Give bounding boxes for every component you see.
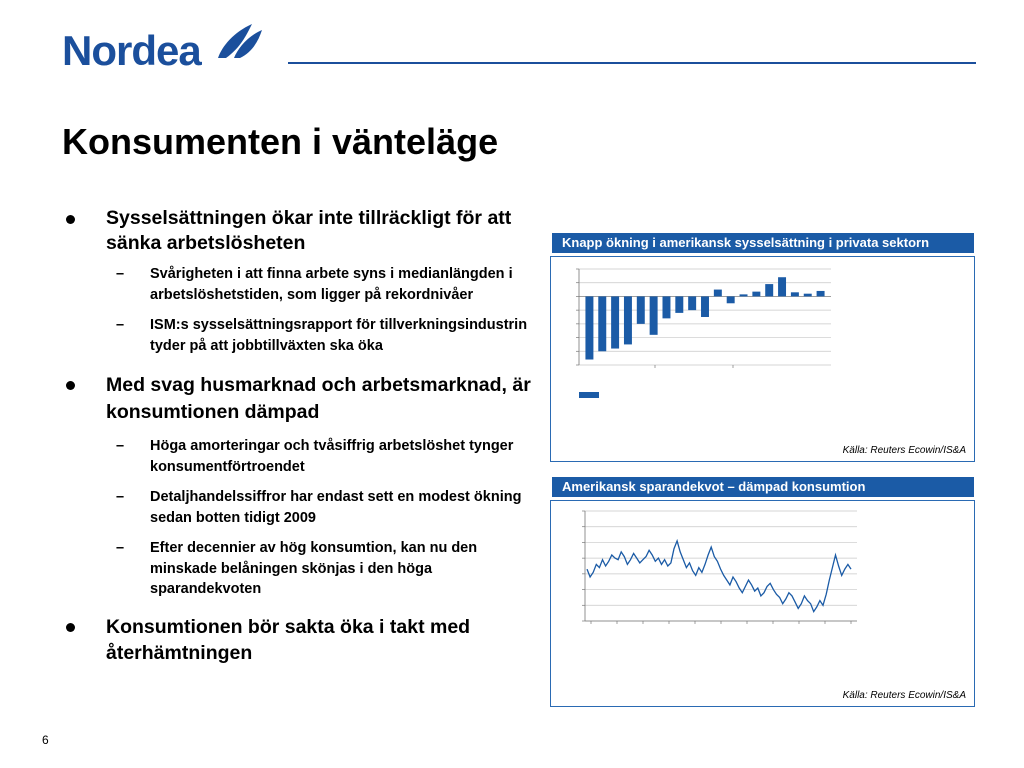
- bullet-item: Sysselsättningen ökar inte tillräckligt för att sänka arbetslösheten: [62, 206, 532, 256]
- bar: [727, 296, 735, 303]
- employment-chart-header: Knapp ökning i amerikansk sysselsättning i privata sektorn: [552, 233, 974, 253]
- chart-source: Källa: Reuters Ecowin/IS&A: [842, 445, 966, 456]
- employment-chart-panel: [550, 256, 975, 462]
- header-rule: [288, 62, 976, 64]
- bar: [611, 296, 619, 348]
- bar: [752, 292, 760, 297]
- sub-bullet-text: ISM:s sysselsättningsrapport för tillverkningsindustrin tyder på att jobbtillväxten ska öka: [150, 317, 528, 354]
- chart-source: Källa: Reuters Ecowin/IS&A: [842, 690, 966, 701]
- bar: [791, 292, 799, 296]
- sub-bullet-text: Svårigheten i att finna arbete syns i medianlängden i arbetslöshetstiden, som ligger på rekordnivåer: [150, 266, 513, 303]
- bar: [688, 296, 696, 310]
- sub-bullet-text: Efter decennier av hög konsumtion, kan nu den minskade belåningen skönjas i den höga sparandekvoten: [150, 540, 478, 597]
- bar: [598, 296, 606, 351]
- bullet-item: Konsumtionen bör sakta öka i takt med återhämtningen: [62, 614, 532, 666]
- bar: [637, 296, 645, 323]
- bar: [701, 296, 709, 317]
- bar: [662, 296, 670, 318]
- bar: [650, 296, 658, 334]
- sub-bullet-item: – Efter decennier av hög konsumtion, kan nu den minskade belåningen skönjas i den höga sparandekvoten: [116, 540, 478, 597]
- employment-bar-chart: [551, 257, 974, 437]
- sub-bullet-text: Detaljhandelssiffror har endast sett en modest ökning sedan botten tidigt 2009: [150, 489, 522, 526]
- bar: [804, 294, 812, 297]
- bar: [675, 296, 683, 312]
- sub-bullet-item: – Svårigheten i att finna arbete syns i medianlängden i arbetslöshetstiden, som ligger på rekordnivåer: [116, 266, 513, 303]
- slide-title: Konsumenten i vänteläge: [62, 121, 499, 162]
- savings-chart-panel: [550, 500, 975, 707]
- bar: [585, 296, 593, 359]
- sub-bullet-text: Höga amorteringar och tvåsiffrig arbetslöshet tynger konsumentförtroendet: [150, 438, 514, 475]
- savings-line-chart: [551, 501, 974, 681]
- nordea-logo: [62, 22, 267, 74]
- bar: [714, 290, 722, 297]
- legend-swatch: [579, 392, 599, 398]
- sub-bullet-item: – ISM:s sysselsättningsrapport för tillverkningsindustrin tyder på att jobbtillväxten ska öka: [116, 317, 528, 354]
- bullet-item: Med svag husmarknad och arbetsmarknad, är konsumtionen dämpad: [62, 372, 532, 426]
- sail-icon: [212, 22, 266, 62]
- bar: [817, 291, 825, 296]
- bar: [740, 294, 748, 296]
- sub-bullet-item: – Detaljhandelssiffror har endast sett en modest ökning sedan botten tidigt 2009: [116, 489, 522, 526]
- savings-chart-header: Amerikansk sparandekvot – dämpad konsumtion: [552, 477, 974, 497]
- page-number: 6: [42, 733, 49, 747]
- bullet-list: [62, 206, 532, 674]
- bar: [778, 277, 786, 296]
- logo-text: Nordea: [62, 27, 201, 74]
- bar: [765, 284, 773, 296]
- bar: [624, 296, 632, 344]
- sub-bullet-item: – Höga amorteringar och tvåsiffrig arbetslöshet tynger konsumentförtroendet: [116, 438, 514, 475]
- series-line: [587, 541, 851, 612]
